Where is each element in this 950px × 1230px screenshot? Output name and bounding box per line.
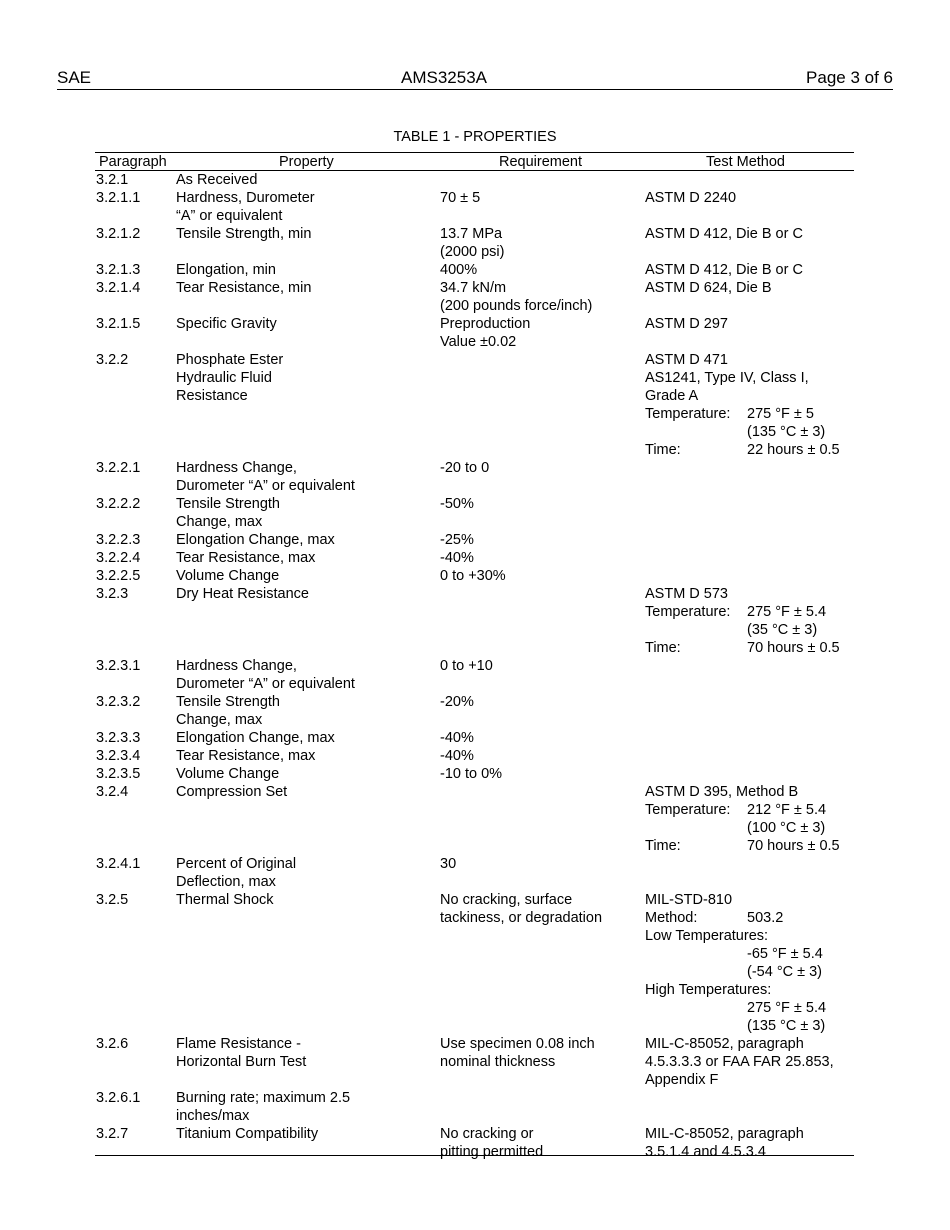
property-line: Tear Resistance, max <box>176 748 316 764</box>
requirement-cell <box>440 225 504 261</box>
table-row <box>95 171 854 189</box>
table-row <box>95 351 854 459</box>
header-page-number: Page 3 of 6 <box>806 68 893 87</box>
parameter-value: 503.2 <box>747 910 784 926</box>
paragraph-number-text: 3.2.3.5 <box>96 766 141 782</box>
paragraph-number-text: 3.2.6 <box>96 1036 129 1052</box>
test-method-line: MIL-C-85052, paragraph <box>645 1036 804 1052</box>
property-cell <box>176 459 355 495</box>
table-row <box>95 549 854 567</box>
property-line: Hardness, Durometer <box>176 190 315 206</box>
property-line: Tensile Strength <box>176 694 280 710</box>
property-cell <box>176 585 309 603</box>
property-line: Thermal Shock <box>176 892 274 908</box>
property-cell <box>176 549 315 567</box>
paragraph-number-text: 3.2.3.2 <box>96 694 141 710</box>
requirement-cell <box>440 279 592 315</box>
property-line: Change, max <box>176 712 263 728</box>
test-method-parameter <box>645 405 814 423</box>
test-method-line: ASTM D 624, Die B <box>645 280 772 296</box>
paragraph-number-text: 3.2.3.4 <box>96 748 141 764</box>
requirement-cell <box>440 1035 595 1071</box>
test-method-parameter <box>645 639 840 657</box>
property-line: Percent of Original <box>176 856 297 872</box>
table-row <box>95 891 854 1035</box>
paragraph-number-text: 3.2.2.2 <box>96 496 141 512</box>
paragraph-number <box>96 729 140 747</box>
property-cell <box>176 495 280 531</box>
requirement-line: 400% <box>440 262 478 278</box>
property-cell <box>176 189 315 225</box>
paragraph-number-text: 3.2.4.1 <box>96 856 141 872</box>
parameter-label: Time: <box>645 838 681 854</box>
table-row <box>95 459 854 495</box>
paragraph-number-text: 3.2.1 <box>96 172 129 188</box>
col-header-paragraph: Paragraph <box>99 154 167 170</box>
requirement-line: -20% <box>440 694 474 710</box>
parameter-label: Temperature: <box>645 406 731 422</box>
requirement-line: -40% <box>440 748 474 764</box>
paragraph-number <box>96 855 140 873</box>
parameter-value: (135 °C ± 3) <box>747 1018 826 1034</box>
property-cell <box>176 531 335 549</box>
paragraph-number <box>96 747 140 765</box>
test-method-parameter <box>645 621 818 639</box>
requirement-cell <box>440 747 474 765</box>
table-row <box>95 1035 854 1089</box>
property-line: Change, max <box>176 514 263 530</box>
paragraph-number <box>96 189 140 207</box>
property-line: As Received <box>176 172 258 188</box>
paragraph-number <box>96 171 128 189</box>
parameter-value: 275 °F ± 5 <box>747 406 814 422</box>
paragraph-number-text: 3.2.3.1 <box>96 658 141 674</box>
table-row <box>95 657 854 693</box>
paragraph-number <box>96 549 140 567</box>
requirement-cell <box>440 315 530 351</box>
test-method-cell <box>645 351 840 459</box>
table-row <box>95 1089 854 1125</box>
paragraph-number-text: 3.2.7 <box>96 1126 129 1142</box>
test-method-cell <box>645 315 728 333</box>
property-line: Flame Resistance - <box>176 1036 301 1052</box>
table-body <box>95 171 854 1161</box>
requirement-cell <box>440 531 474 549</box>
test-method-line: ASTM D 471 <box>645 352 728 368</box>
requirement-line: -10 to 0% <box>440 766 503 782</box>
test-method-parameter <box>645 819 826 837</box>
property-cell <box>176 261 276 279</box>
test-method-line: ASTM D 2240 <box>645 190 737 206</box>
table-row <box>95 531 854 549</box>
property-cell <box>176 747 315 765</box>
parameter-value: 22 hours ± 0.5 <box>747 442 840 458</box>
requirement-cell <box>440 189 480 207</box>
property-line: Volume Change <box>176 766 280 782</box>
table-row <box>95 585 854 657</box>
test-method-parameter <box>645 945 823 963</box>
paragraph-number <box>96 279 140 297</box>
requirement-line: -40% <box>440 730 474 746</box>
paragraph-number <box>96 225 140 243</box>
parameter-value: 275 °F ± 5.4 <box>747 1000 827 1016</box>
requirement-line: -25% <box>440 532 474 548</box>
requirement-line: 34.7 kN/m <box>440 280 507 296</box>
table-row <box>95 1125 854 1161</box>
property-cell <box>176 315 277 333</box>
test-method-line: ASTM D 573 <box>645 586 728 602</box>
requirement-cell <box>440 261 477 279</box>
property-line: Compression Set <box>176 784 288 800</box>
test-method-cell <box>645 783 840 855</box>
paragraph-number <box>96 891 128 909</box>
test-method-cell <box>645 261 803 279</box>
test-method-line: 3.5.1.4 and 4.5.3.4 <box>645 1144 766 1160</box>
parameter-value: (135 °C ± 3) <box>747 424 826 440</box>
paragraph-number-text: 3.2.1.2 <box>96 226 141 242</box>
test-method-cell <box>645 1035 834 1089</box>
table-title: TABLE 1 - PROPERTIES <box>393 129 557 145</box>
property-cell <box>176 351 283 405</box>
requirement-line: 30 <box>440 856 457 872</box>
table-row <box>95 567 854 585</box>
property-line: Elongation Change, max <box>176 730 335 746</box>
test-method-parameter <box>645 441 840 459</box>
requirement-cell <box>440 765 502 783</box>
table-row <box>95 495 854 531</box>
requirement-line: -20 to 0 <box>440 460 490 476</box>
test-method-line: 4.5.3.3.3 or FAA FAR 25.853, <box>645 1054 834 1070</box>
test-method-cell <box>645 585 840 657</box>
requirement-line: 70 ± 5 <box>440 190 481 206</box>
paragraph-number <box>96 1089 140 1107</box>
test-method-parameter <box>645 603 827 621</box>
paragraph-number <box>96 351 128 369</box>
requirement-line: 0 to +30% <box>440 568 506 584</box>
page-header <box>57 68 893 90</box>
requirement-cell <box>440 459 489 477</box>
test-method-parameter <box>645 801 827 819</box>
property-line: Titanium Compatibility <box>176 1126 319 1142</box>
properties-table <box>95 152 854 1160</box>
paragraph-number <box>96 459 140 477</box>
test-method-line: ASTM D 395, Method B <box>645 784 799 800</box>
paragraph-number-text: 3.2.2.4 <box>96 550 141 566</box>
paragraph-number-text: 3.2.6.1 <box>96 1090 141 1106</box>
requirement-line: No cracking, surface <box>440 892 573 908</box>
parameter-value: 275 °F ± 5.4 <box>747 604 827 620</box>
paragraph-number <box>96 693 140 711</box>
paragraph-number <box>96 495 140 513</box>
parameter-label: Temperature: <box>645 604 731 620</box>
requirement-line: tackiness, or degradation <box>440 910 603 926</box>
table-row <box>95 729 854 747</box>
test-method-parameter <box>645 999 827 1017</box>
property-cell <box>176 567 279 585</box>
test-method-line: MIL-STD-810 <box>645 892 733 908</box>
requirement-line: nominal thickness <box>440 1054 556 1070</box>
paragraph-number <box>96 657 140 675</box>
parameter-label: Method: <box>645 910 698 926</box>
requirement-cell <box>440 657 493 675</box>
requirement-line: -40% <box>440 550 474 566</box>
property-cell <box>176 279 311 297</box>
col-header-property: Property <box>279 154 334 170</box>
table-header-row <box>95 153 854 171</box>
requirement-cell <box>440 729 474 747</box>
requirement-line: Value ±0.02 <box>440 334 517 350</box>
requirement-line: -50% <box>440 496 474 512</box>
paragraph-number <box>96 567 140 585</box>
property-line: Phosphate Ester <box>176 352 284 368</box>
paragraph-number-text: 3.2.1.4 <box>96 280 141 296</box>
paragraph-number-text: 3.2.2.3 <box>96 532 141 548</box>
requirement-line: pitting permitted <box>440 1144 544 1160</box>
requirement-cell <box>440 891 602 927</box>
test-method-cell <box>645 189 736 207</box>
property-line: Volume Change <box>176 568 280 584</box>
test-method-line: Appendix F <box>645 1072 719 1088</box>
test-method-line: ASTM D 412, Die B or C <box>645 262 803 278</box>
table-row <box>95 279 854 315</box>
test-method-line: ASTM D 297 <box>645 316 728 332</box>
property-cell <box>176 1035 306 1071</box>
table-row <box>95 225 854 261</box>
test-method-parameter <box>645 909 784 927</box>
paragraph-number <box>96 315 140 333</box>
parameter-value: 70 hours ± 0.5 <box>747 838 840 854</box>
table-row <box>95 261 854 279</box>
parameter-value: (35 °C ± 3) <box>747 622 818 638</box>
property-line: Elongation Change, max <box>176 532 335 548</box>
table-row <box>95 747 854 765</box>
test-method-line: Low Temperatures: <box>645 928 769 944</box>
paragraph-number <box>96 1035 128 1053</box>
test-method-line: ASTM D 412, Die B or C <box>645 226 803 242</box>
test-method-parameter <box>645 1017 826 1035</box>
test-method-line: Grade A <box>645 388 699 404</box>
table-row <box>95 783 854 855</box>
property-line: Tear Resistance, max <box>176 550 316 566</box>
requirement-line: Use specimen 0.08 inch <box>440 1036 595 1052</box>
property-cell <box>176 729 335 747</box>
paragraph-number-text: 3.2.5 <box>96 892 129 908</box>
paragraph-number-text: 3.2.3 <box>96 586 129 602</box>
parameter-value: 212 °F ± 5.4 <box>747 802 827 818</box>
property-cell <box>176 225 311 243</box>
test-method-cell <box>645 225 803 243</box>
table-row <box>95 693 854 729</box>
header-doc-number: AMS3253A <box>401 68 487 87</box>
requirement-cell <box>440 567 506 585</box>
table-row <box>95 765 854 783</box>
test-method-line: AS1241, Type IV, Class I, <box>645 370 809 386</box>
parameter-label: Time: <box>645 442 681 458</box>
test-method-parameter <box>645 963 822 981</box>
property-line: Hydraulic Fluid <box>176 370 272 386</box>
paragraph-number-text: 3.2.3.3 <box>96 730 141 746</box>
paragraph-number <box>96 1125 128 1143</box>
test-method-line: High Temperatures: <box>645 982 772 998</box>
test-method-cell <box>645 891 827 1035</box>
paragraph-number-text: 3.2.4 <box>96 784 129 800</box>
header-org: SAE <box>57 68 92 87</box>
table-row <box>95 855 854 891</box>
requirement-cell <box>440 495 474 513</box>
property-line: Durometer “A” or equivalent <box>176 478 355 494</box>
parameter-value: (100 °C ± 3) <box>747 820 826 836</box>
requirement-cell <box>440 549 474 567</box>
col-header-test-method: Test Method <box>706 154 785 170</box>
requirement-cell <box>440 855 456 873</box>
property-line: “A” or equivalent <box>176 208 283 224</box>
requirement-cell <box>440 693 474 711</box>
paragraph-number-text: 3.2.1.5 <box>96 316 141 332</box>
paragraph-number <box>96 765 140 783</box>
requirement-line: Preproduction <box>440 316 531 332</box>
parameter-value: 70 hours ± 0.5 <box>747 640 840 656</box>
requirement-cell <box>440 1125 543 1161</box>
paragraph-number <box>96 531 140 549</box>
property-line: Burning rate; maximum 2.5 <box>176 1090 351 1106</box>
paragraph-number-text: 3.2.1.3 <box>96 262 141 278</box>
requirement-line: (2000 psi) <box>440 244 505 260</box>
paragraph-number-text: 3.2.2 <box>96 352 129 368</box>
requirement-line: 0 to +10 <box>440 658 493 674</box>
property-cell <box>176 1089 350 1125</box>
property-cell <box>176 855 296 891</box>
property-line: Deflection, max <box>176 874 276 890</box>
paragraph-number-text: 3.2.1.1 <box>96 190 141 206</box>
property-cell <box>176 171 257 189</box>
property-cell <box>176 657 355 693</box>
paragraph-number <box>96 261 140 279</box>
requirement-line: No cracking or <box>440 1126 534 1142</box>
property-cell <box>176 783 287 801</box>
property-line: Hardness Change, <box>176 460 297 476</box>
property-line: Dry Heat Resistance <box>176 586 309 602</box>
requirement-line: 13.7 MPa <box>440 226 503 242</box>
parameter-label: Temperature: <box>645 802 731 818</box>
table-row <box>95 189 854 225</box>
property-cell <box>176 891 274 909</box>
property-line: Tensile Strength <box>176 496 280 512</box>
test-method-line: MIL-C-85052, paragraph <box>645 1126 804 1142</box>
paragraph-number <box>96 585 128 603</box>
property-line: Hardness Change, <box>176 658 297 674</box>
property-line: Horizontal Burn Test <box>176 1054 307 1070</box>
property-line: Specific Gravity <box>176 316 277 332</box>
property-line: Durometer “A” or equivalent <box>176 676 355 692</box>
parameter-label: Time: <box>645 640 681 656</box>
property-line: Tensile Strength, min <box>176 226 312 242</box>
requirement-line: (200 pounds force/inch) <box>440 298 593 314</box>
test-method-parameter <box>645 837 840 855</box>
paragraph-number-text: 3.2.2.5 <box>96 568 141 584</box>
property-cell <box>176 693 280 729</box>
property-line: Resistance <box>176 388 248 404</box>
parameter-value: (-54 °C ± 3) <box>747 964 822 980</box>
parameter-value: -65 °F ± 5.4 <box>747 946 823 962</box>
property-line: Elongation, min <box>176 262 276 278</box>
property-line: Tear Resistance, min <box>176 280 312 296</box>
property-line: inches/max <box>176 1108 250 1124</box>
test-method-parameter <box>645 423 826 441</box>
paragraph-number-text: 3.2.2.1 <box>96 460 141 476</box>
property-cell <box>176 1125 318 1143</box>
test-method-cell <box>645 279 772 297</box>
table-row <box>95 315 854 351</box>
col-header-requirement: Requirement <box>499 154 583 170</box>
property-cell <box>176 765 279 783</box>
paragraph-number <box>96 783 128 801</box>
test-method-cell <box>645 1125 804 1161</box>
